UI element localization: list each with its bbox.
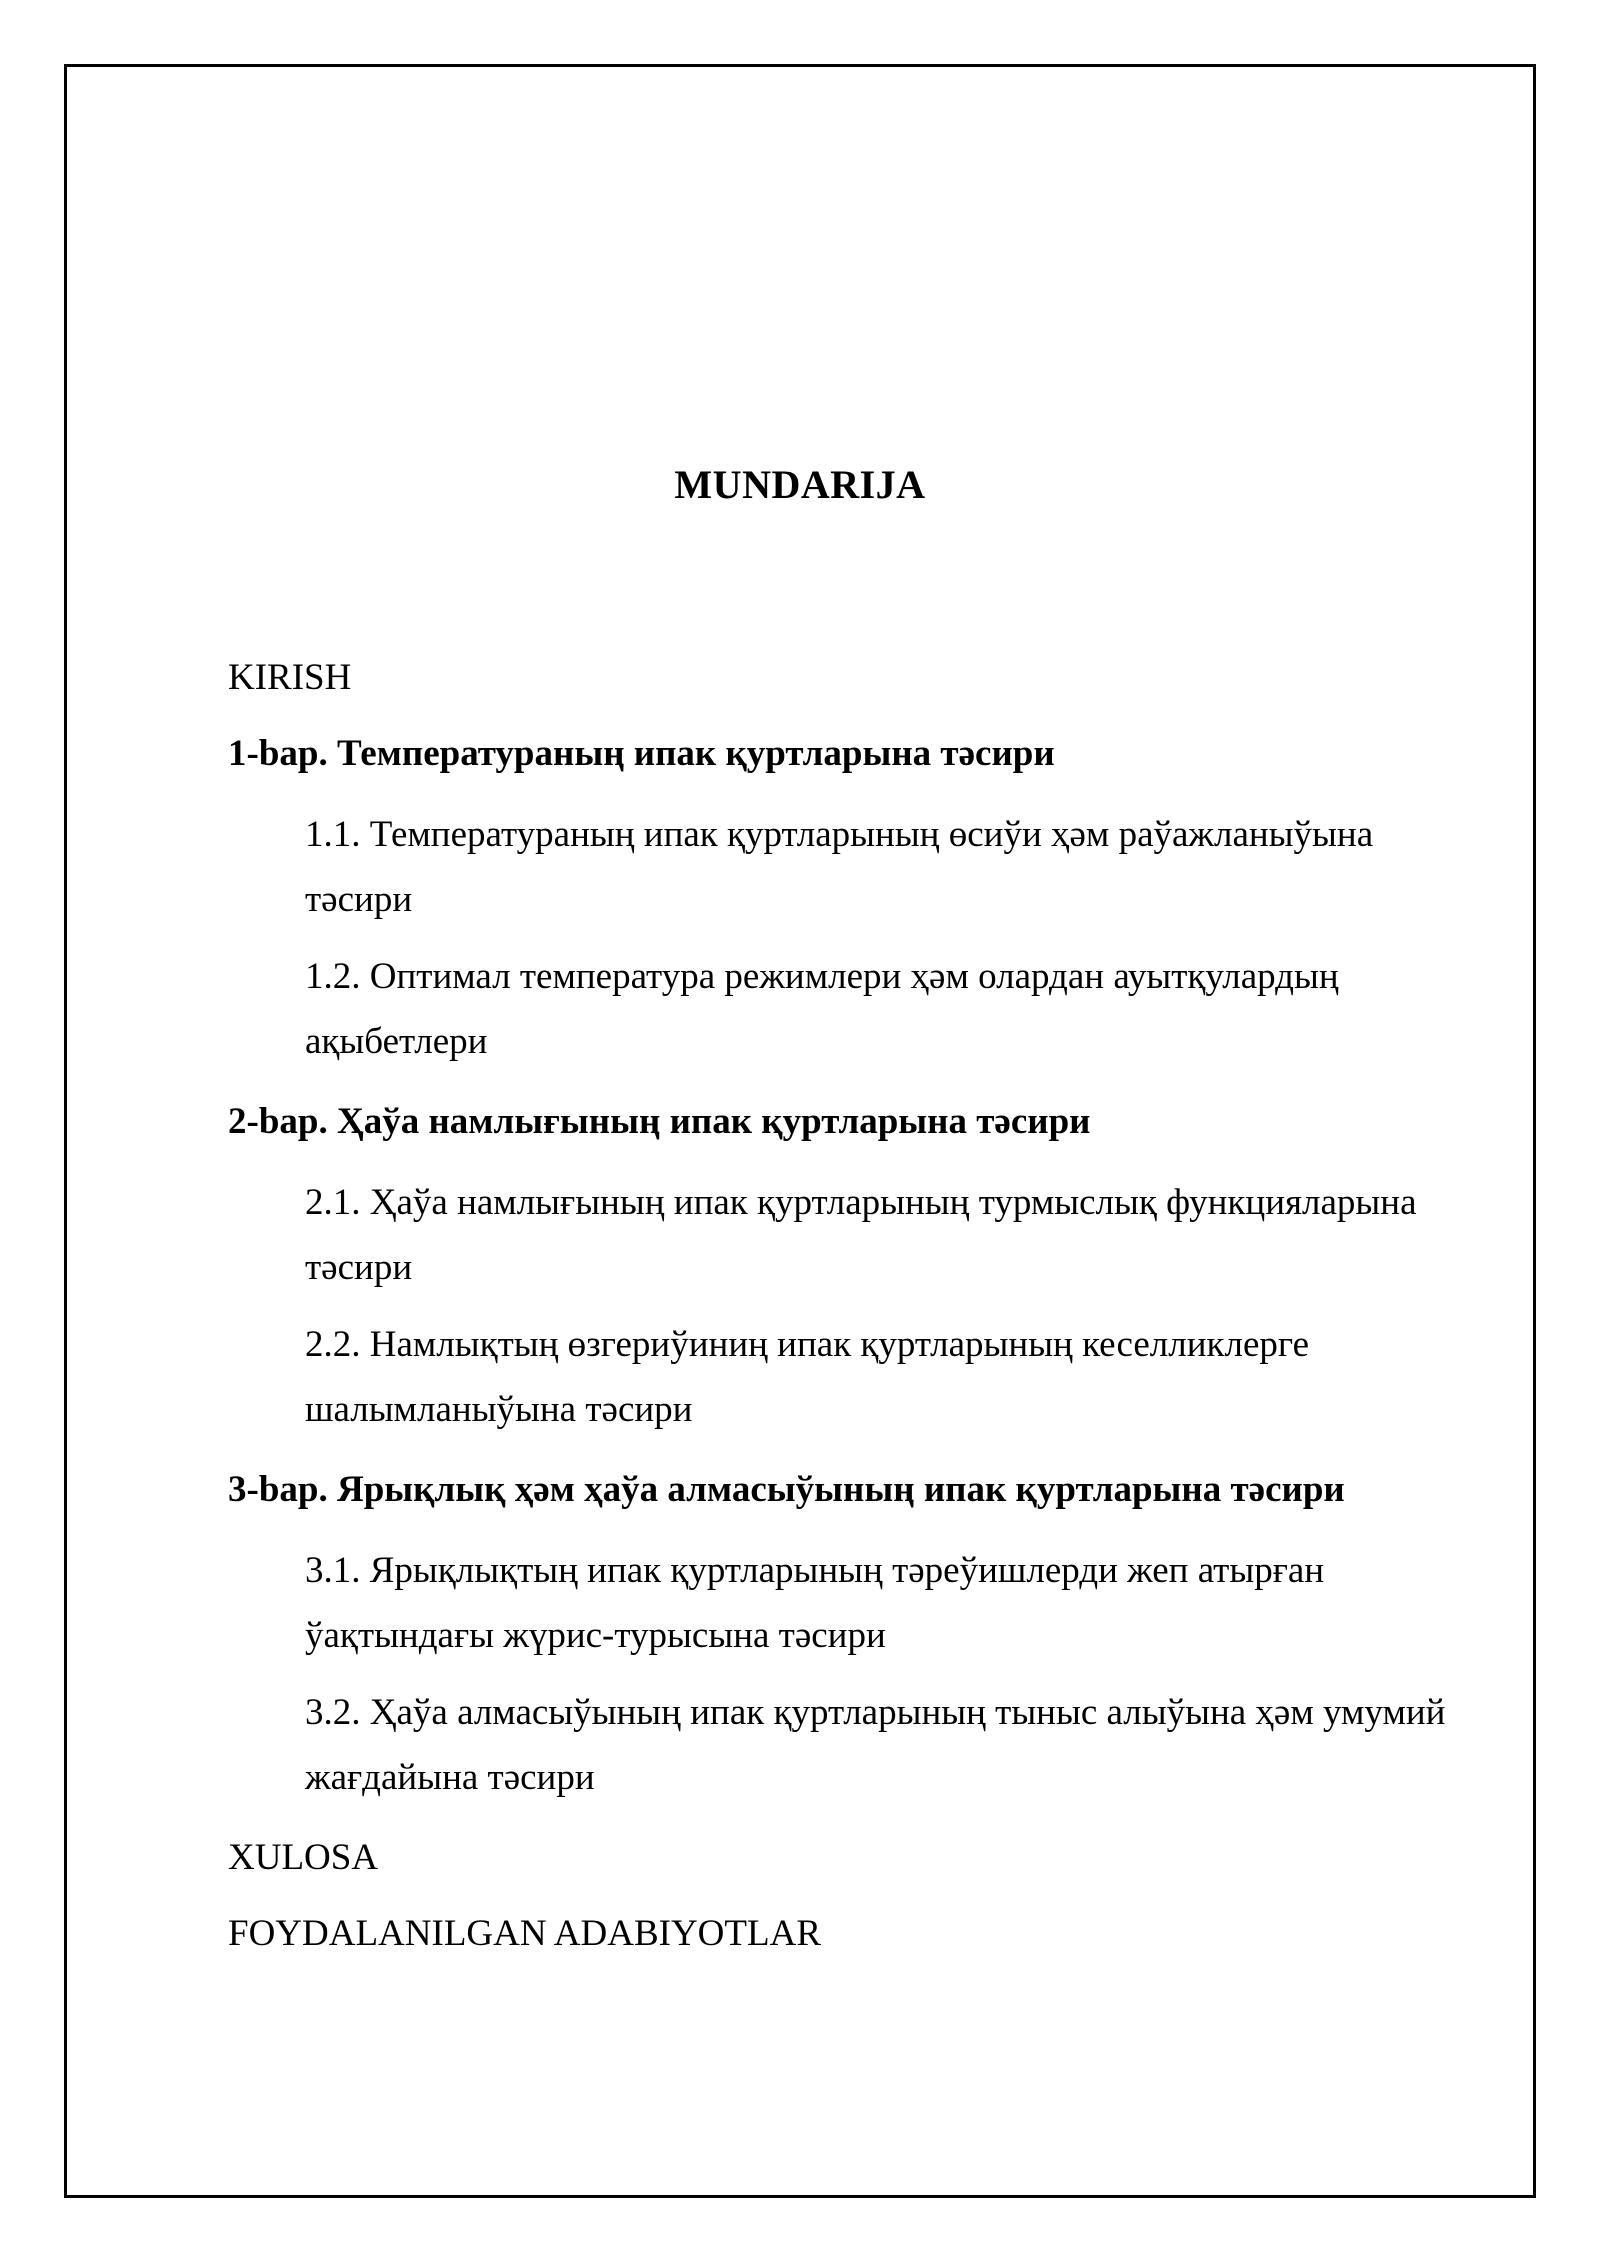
toc-section-3-1: 3.1. Ярықлықтың ипак қуртларының тәреўишлерди жеп атырған ўақтындағы жүрис-турысына тәсири: [305, 1550, 1325, 1656]
toc-section-2-2: 2.2. Намлықтың өзгериўиниң ипак қуртларының кеселликлерге шалымланыўына тәсири: [305, 1324, 1310, 1430]
toc-chapter-1: 1-bap. Температураның ипак қуртларына тәсири: [228, 733, 1055, 774]
toc-entry-references: FOYDALANILGAN ADABIYOTLAR: [228, 1913, 821, 1954]
page-title: MUNDARIJA: [674, 462, 926, 507]
table-of-contents: [228, 640, 1488, 1972]
toc-section-2-1: 2.1. Ҳаўа намлығының ипак қуртларының турмыслық функцияларына тәсири: [305, 1182, 1417, 1288]
toc-chapter-3: 3-bap. Ярықлық ҳәм ҳаўа алмасыўының ипак қуртларына тәсири: [228, 1469, 1345, 1510]
toc-section-1-2: 1.2. Оптимал температура режимлери ҳәм олардан ауытқулардың ақыбетлери: [305, 956, 1339, 1062]
toc-section-1-1: 1.1. Температураның ипак қуртларының өсиўи ҳәм раўажланыўына тәсири: [305, 814, 1374, 920]
toc-chapter-2: 2-bap. Ҳаўа намлығының ипак қуртларына тәсири: [228, 1101, 1091, 1142]
toc-entry-conclusion: XULOSA: [228, 1837, 379, 1878]
toc-section-3-2: 3.2. Ҳаўа алмасыўының ипак қуртларының тыныс алыўына ҳәм умумий жағдайына тәсири: [305, 1692, 1446, 1798]
toc-entry-introduction: KIRISH: [228, 657, 352, 698]
